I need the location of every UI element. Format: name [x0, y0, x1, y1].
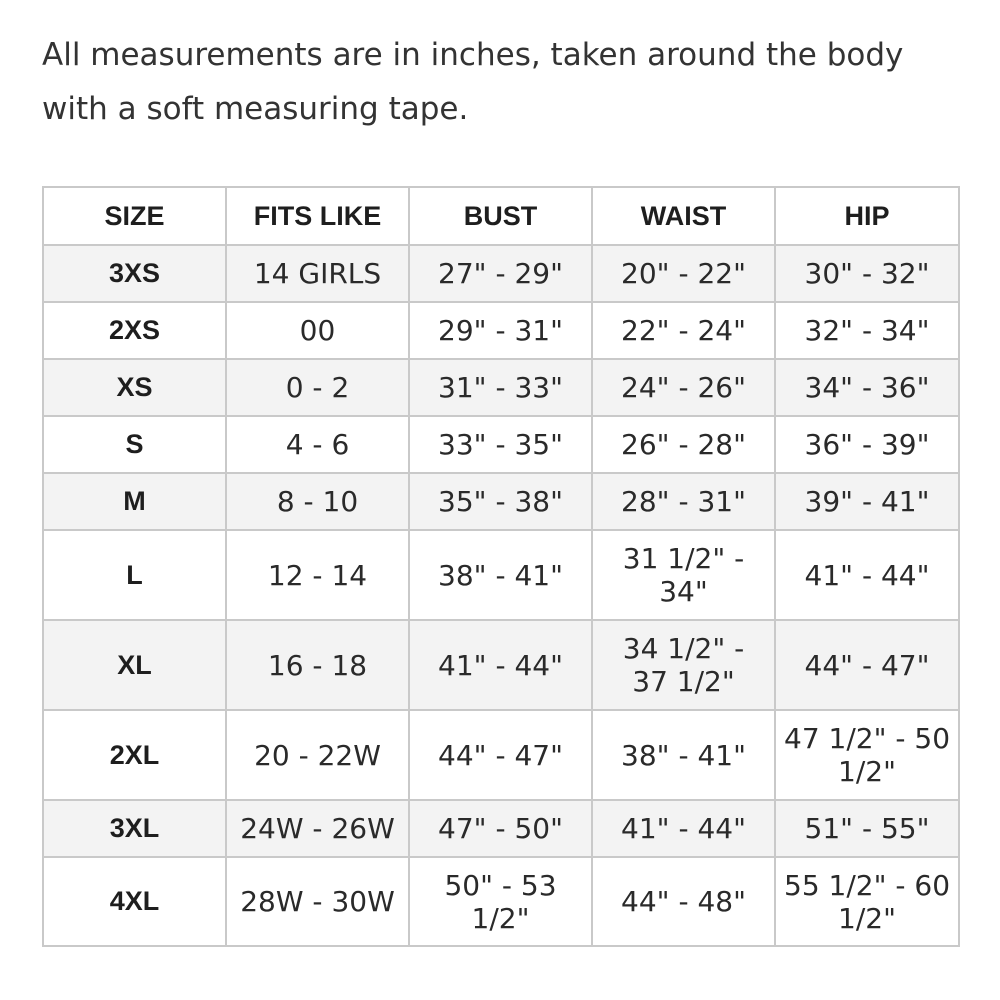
fits-like-cell: 0 - 2 — [226, 359, 409, 416]
table-row — [43, 800, 959, 857]
hip-cell: 39" - 41" — [775, 473, 959, 530]
header-fits-like: FITS LIKE — [226, 187, 409, 245]
size-cell: XS — [43, 359, 226, 416]
waist-cell: 28" - 31" — [592, 473, 775, 530]
fits-like-cell: 14 GIRLS — [226, 245, 409, 302]
table-row — [43, 416, 959, 473]
table-row — [43, 473, 959, 530]
table-header-row — [43, 187, 959, 245]
waist-cell: 26" - 28" — [592, 416, 775, 473]
size-chart-table — [42, 186, 960, 947]
size-cell: 3XL — [43, 800, 226, 857]
fits-like-cell: 8 - 10 — [226, 473, 409, 530]
fits-like-cell: 4 - 6 — [226, 416, 409, 473]
fits-like-cell: 24W - 26W — [226, 800, 409, 857]
fits-like-cell: 20 - 22W — [226, 710, 409, 800]
size-cell: 4XL — [43, 857, 226, 946]
bust-cell: 44" - 47" — [409, 710, 592, 800]
measurement-note: All measurements are in inches, taken around the body with a soft measuring tape. — [42, 37, 904, 127]
table-row — [43, 530, 959, 620]
waist-cell: 44" - 48" — [592, 857, 775, 946]
table-row — [43, 710, 959, 800]
size-cell: S — [43, 416, 226, 473]
table-row — [43, 245, 959, 302]
hip-cell: 36" - 39" — [775, 416, 959, 473]
table-row — [43, 857, 959, 946]
hip-cell: 47 1/2" - 50 1/2" — [775, 710, 959, 800]
size-cell: L — [43, 530, 226, 620]
size-cell: M — [43, 473, 226, 530]
waist-cell: 24" - 26" — [592, 359, 775, 416]
table-row — [43, 302, 959, 359]
size-cell: XL — [43, 620, 226, 710]
bust-cell: 29" - 31" — [409, 302, 592, 359]
waist-cell: 22" - 24" — [592, 302, 775, 359]
waist-cell: 31 1/2" - 34" — [592, 530, 775, 620]
bust-cell: 35" - 38" — [409, 473, 592, 530]
header-waist: WAIST — [592, 187, 775, 245]
bust-cell: 50" - 53 1/2" — [409, 857, 592, 946]
hip-cell: 30" - 32" — [775, 245, 959, 302]
waist-cell: 34 1/2" - 37 1/2" — [592, 620, 775, 710]
waist-cell: 41" - 44" — [592, 800, 775, 857]
hip-cell: 41" - 44" — [775, 530, 959, 620]
bust-cell: 38" - 41" — [409, 530, 592, 620]
table-row — [43, 620, 959, 710]
waist-cell: 38" - 41" — [592, 710, 775, 800]
hip-cell: 32" - 34" — [775, 302, 959, 359]
bust-cell: 31" - 33" — [409, 359, 592, 416]
fits-like-cell: 00 — [226, 302, 409, 359]
fits-like-cell: 16 - 18 — [226, 620, 409, 710]
bust-cell: 47" - 50" — [409, 800, 592, 857]
waist-cell: 20" - 22" — [592, 245, 775, 302]
header-hip: HIP — [775, 187, 959, 245]
hip-cell: 51" - 55" — [775, 800, 959, 857]
bust-cell: 27" - 29" — [409, 245, 592, 302]
fits-like-cell: 12 - 14 — [226, 530, 409, 620]
header-bust: BUST — [409, 187, 592, 245]
size-cell: 2XL — [43, 710, 226, 800]
hip-cell: 55 1/2" - 60 1/2" — [775, 857, 959, 946]
table-row — [43, 359, 959, 416]
bust-cell: 33" - 35" — [409, 416, 592, 473]
hip-cell: 34" - 36" — [775, 359, 959, 416]
fits-like-cell: 28W - 30W — [226, 857, 409, 946]
bust-cell: 41" - 44" — [409, 620, 592, 710]
header-size: SIZE — [43, 187, 226, 245]
hip-cell: 44" - 47" — [775, 620, 959, 710]
size-cell: 3XS — [43, 245, 226, 302]
size-cell: 2XS — [43, 302, 226, 359]
